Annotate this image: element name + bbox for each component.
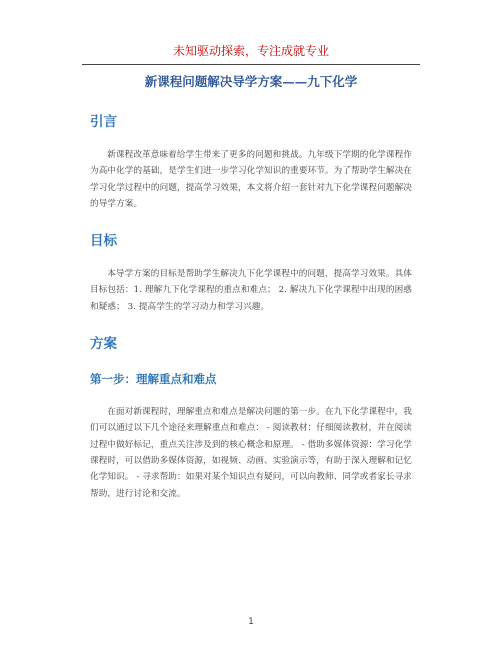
- section-paragraph-goal: 本导学方案的目标是帮助学生解决九下化学课程中的问题，提高学习效果。具体目标包括：1. 理解九下化学课程的重点和难点； 2. 解决九下化学课程中出现的困惑和疑惑； 3. 提高学生的学习动力和学习兴趣。: [90, 269, 412, 312]
- subsection-paragraph-step1: 在面对新课程时，理解重点和难点是解决问题的第一步。在九下化学课程中，我们可以通过以下几个途径来理解重点和难点： - 阅读教材：仔细阅读教材，并在阅读过程中做好标记，重点关注涉及到的核心概念和原理。 - 借助多媒体资源：学习化学课程时，可以借助多媒体资源，如视频、动画、实验演示等，有助于深入理解和记忆化学知识。 - 寻求帮助：如果对某个知识点有疑问，可以向教师、同学或者家长寻求帮助，进行讨论和交流。: [90, 407, 412, 499]
- page-number: 1: [248, 617, 254, 627]
- section-heading-goal: 目标: [90, 233, 117, 250]
- document-title: 新课程问题解决导学方案——九下化学: [144, 74, 358, 89]
- section-heading-plan: 方案: [90, 336, 117, 353]
- subsection-heading-step1: 第一步：理解重点和难点: [90, 372, 217, 387]
- section-heading-intro: 引言: [90, 114, 117, 130]
- section-paragraph-intro: 新课程改革意味着给学生带来了更多的问题和挑战。九年级下学期的化学课程作为高中化学的基础，是学生们进一步学习化学知识的重要环节。为了帮助学生解决在学习化学过程中的问题，提高学习效果，本文将介绍一套针对九下化学课程问题解决的导学方案。: [90, 150, 412, 209]
- document-body: [90, 101, 412, 502]
- page-header-slogan: 未知驱动探索，专注成就专业: [172, 44, 329, 58]
- header-divider: [82, 64, 420, 65]
